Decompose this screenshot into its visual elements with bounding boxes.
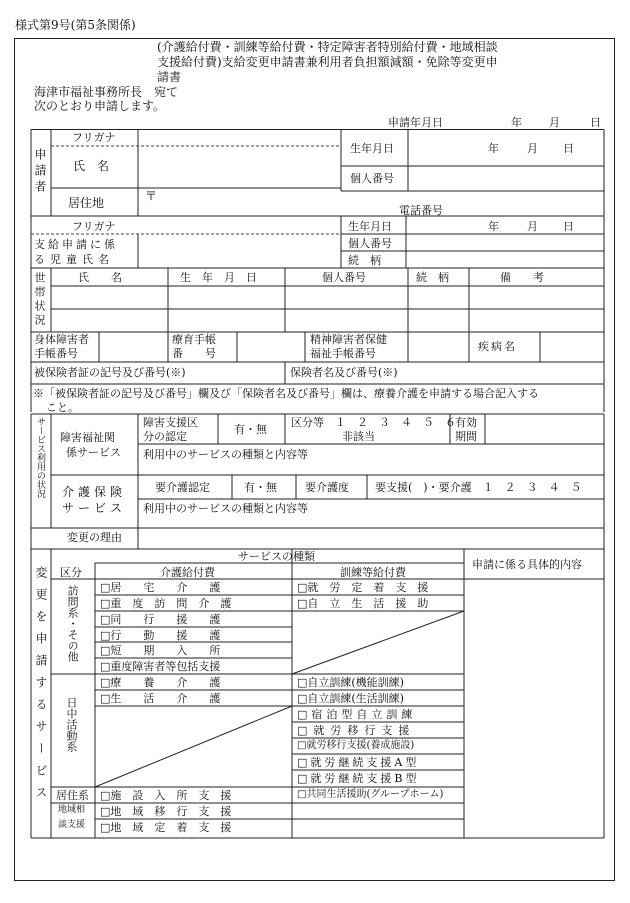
checkbox-shuro-iko-yosei[interactable]: □就労移行支援(養成施設) [297, 740, 415, 751]
application-date-day: 日 [590, 116, 601, 129]
checkbox-jiritsu-seikatsu-enjo[interactable]: □自 立 生 活 援 助 [297, 597, 429, 610]
addressee: 海津市福祉事務所長 宛て [34, 85, 179, 99]
service-status-label: サービス利用の状況 [35, 417, 45, 498]
support-cert-label-1: 障害支援区 [143, 416, 198, 429]
child-dob-month: 月 [527, 220, 538, 233]
postal-mark: 〒 [145, 189, 158, 203]
checkbox-judo-homon-kaigo[interactable]: □重 度 訪 問 介 護 [100, 597, 232, 610]
kaigo-header: 介護給付費 [160, 566, 215, 579]
disability-in-use-label: 利用中のサービスの種類と内容等 [143, 448, 308, 461]
details-header: 申請に係る具体的内容 [472, 558, 582, 571]
disability-service-label-2: 係サービス [66, 446, 121, 459]
note-line-1: ※「被保険者証の記号及び番号」欄及び「保険者名及び番号」欄は、療養介護を申請する場合記入する [33, 387, 539, 400]
household-col-remarks: 備 考 [500, 271, 544, 284]
ryoiku-cert-label-1: 療育手帳 [172, 333, 216, 346]
checkbox-chiiki-iko[interactable]: □地 域 移 行 支 援 [100, 805, 232, 818]
checkbox-kyotaku-kaigo[interactable]: □居 宅 介 護 [100, 581, 221, 594]
applicant-dob-day: 日 [563, 142, 574, 155]
note-line-2: こと。 [46, 401, 79, 414]
not-applicable-option[interactable]: 非該当 [342, 430, 375, 443]
checkbox-shuro-keizoku-b[interactable]: □就労継続支援B型 [297, 772, 420, 785]
household-col-dob: 生 年 月 日 [180, 271, 257, 284]
title-line-1: (介護給付費・訓練等給付費・特定障害者特別給付費・地域相談 [157, 40, 498, 54]
child-dob-label: 生年月日 [348, 220, 392, 233]
support-cert-yes-no[interactable]: 有・無 [234, 423, 267, 436]
mental-cert-label-2: 福祉手帳番号 [310, 347, 376, 360]
checkbox-chiiki-teichaku[interactable]: □地 域 定 着 支 援 [100, 821, 232, 834]
community-group-label-1: 地域相 [58, 805, 86, 815]
child-label-line-2: る児童氏名 [34, 253, 114, 266]
applicant-furigana-label: フリガナ [72, 131, 116, 144]
service-types-header: サービスの種類 [238, 550, 315, 563]
disease-label: 疾病名 [478, 340, 517, 353]
insured-number-label: 被保険者証の記号及び番号(※) [34, 366, 186, 379]
care-level-label: 要介護度 [305, 481, 349, 494]
details-field[interactable] [466, 581, 602, 836]
checkbox-kodo-engo[interactable]: □行 動 援 護 [100, 629, 221, 642]
care-insurance-label-2: サービス [62, 501, 127, 515]
applicant-dob-year: 年 [488, 142, 499, 155]
checkbox-seikatsu-kunren[interactable]: □自立訓練(生活訓練) [297, 692, 404, 705]
application-date-year: 年 [511, 116, 522, 129]
support-cert-label-2: 分の認定 [143, 430, 187, 443]
support-kubun-options[interactable]: 区分等 １ ２ ３ ４ ５ ６ [291, 416, 456, 429]
care-level-options[interactable]: 要支援( )・要介護 １ ２ ３ ４ ５ [375, 481, 582, 494]
applicant-phone-label: 電話番号 [399, 204, 443, 217]
intro-text: 次のとおり申請します。 [34, 99, 166, 113]
applicant-name-label: 氏 名 [73, 159, 110, 173]
applicant-dob-label: 生年月日 [350, 142, 394, 155]
ryoiku-cert-label-2: 番 号 [172, 347, 216, 360]
checkbox-seikatsu-kaigo[interactable]: □生 活 介 護 [100, 692, 221, 705]
child-furigana-label: フリガナ [72, 220, 116, 233]
diagonal-day-kaigo [95, 706, 292, 787]
child-my-number-label: 個人番号 [348, 237, 392, 250]
household-col-name: 氏 名 [78, 271, 122, 284]
title-line-3: 請書 [157, 70, 182, 84]
community-group-label-2: 談支援 [58, 820, 86, 830]
checkbox-shukuhaku-kunren[interactable]: □宿泊型自立訓練 [297, 708, 417, 721]
care-cert-label: 要介護認定 [155, 481, 210, 494]
change-reason-label: 変更の理由 [67, 531, 122, 544]
change-side-label: 変更を申請するサービス [34, 566, 48, 808]
disability-service-label-1: 障害福祉関 [60, 431, 115, 444]
applicant-my-number-label: 個人番号 [350, 172, 394, 185]
checkbox-tanki-nyusho[interactable]: □短 期 入 所 [100, 644, 221, 657]
child-dob-day: 日 [563, 220, 574, 233]
day-group-label: 日中活動系 [65, 697, 78, 752]
physical-cert-label-2: 手帳番号 [34, 347, 78, 360]
applicant-section-label: 申請者 [33, 148, 47, 196]
care-in-use-label: 利用中のサービスの種類と内容等 [143, 502, 308, 515]
applicant-name-field[interactable] [140, 148, 338, 186]
visit-group-label: 訪問系・その他 [66, 585, 80, 662]
form-number: 様式第9号(第5条関係) [15, 18, 136, 32]
checkbox-shuro-keizoku-a[interactable]: □就労継続支援A型 [297, 756, 420, 769]
household-col-my-number: 個人番号 [322, 271, 366, 284]
checkbox-shisetsu-nyusho[interactable]: □施 設 入 所 支 援 [100, 789, 232, 802]
checkbox-kyodo-seikatsu-enjo[interactable]: □共同生活援助(グループホーム) [297, 789, 444, 800]
mental-cert-label-1: 精神障害者保健 [310, 333, 387, 346]
care-cert-yes-no[interactable]: 有・無 [244, 481, 277, 494]
child-dob-year: 年 [488, 220, 499, 233]
applicant-address-label: 居住地 [68, 196, 105, 210]
insurer-label: 保険者名及び番号(※) [290, 366, 398, 379]
valid-period-label-2: 期間 [455, 430, 477, 443]
application-date-label: 申請年月日 [388, 116, 443, 129]
child-label-line-1: 支給申請に係 [34, 238, 118, 251]
application-date-month: 月 [549, 116, 560, 129]
child-relation-label: 続 柄 [348, 254, 381, 267]
household-label: 世帯状況 [33, 272, 46, 328]
physical-cert-label-1: 身体障害者 [34, 333, 89, 346]
checkbox-kino-kunren[interactable]: □自立訓練(機能訓練) [297, 676, 404, 689]
diagonal-visit-kunren [292, 611, 464, 674]
checkbox-shuro-iko[interactable]: □就労移行支援 [297, 724, 416, 737]
kunren-header: 訓練等給付費 [340, 566, 406, 579]
kubun-header: 区分 [60, 566, 82, 579]
household-col-relation: 続 柄 [416, 271, 449, 284]
applicant-dob-month: 月 [527, 142, 538, 155]
applicant-my-number-field[interactable] [410, 168, 602, 189]
care-insurance-label-1: 介護保険 [62, 485, 127, 499]
change-reason-field[interactable] [140, 530, 602, 547]
title-line-2: 支援給付費)支給変更申請書兼利用者負担額減額・免除等変更申 [157, 55, 498, 69]
checkbox-shuro-teichaku[interactable]: □就 労 定 着 支 援 [297, 581, 429, 594]
checkbox-judo-hokatsu-shien[interactable]: □重度障害者等包括支援 [100, 660, 221, 673]
valid-period-label-1: 有効 [455, 416, 477, 429]
checkbox-doko-engo[interactable]: □同 行 援 護 [100, 613, 221, 626]
checkbox-ryoyo-kaigo[interactable]: □療 養 介 護 [100, 676, 221, 689]
residence-group-label: 居住系 [56, 789, 89, 802]
